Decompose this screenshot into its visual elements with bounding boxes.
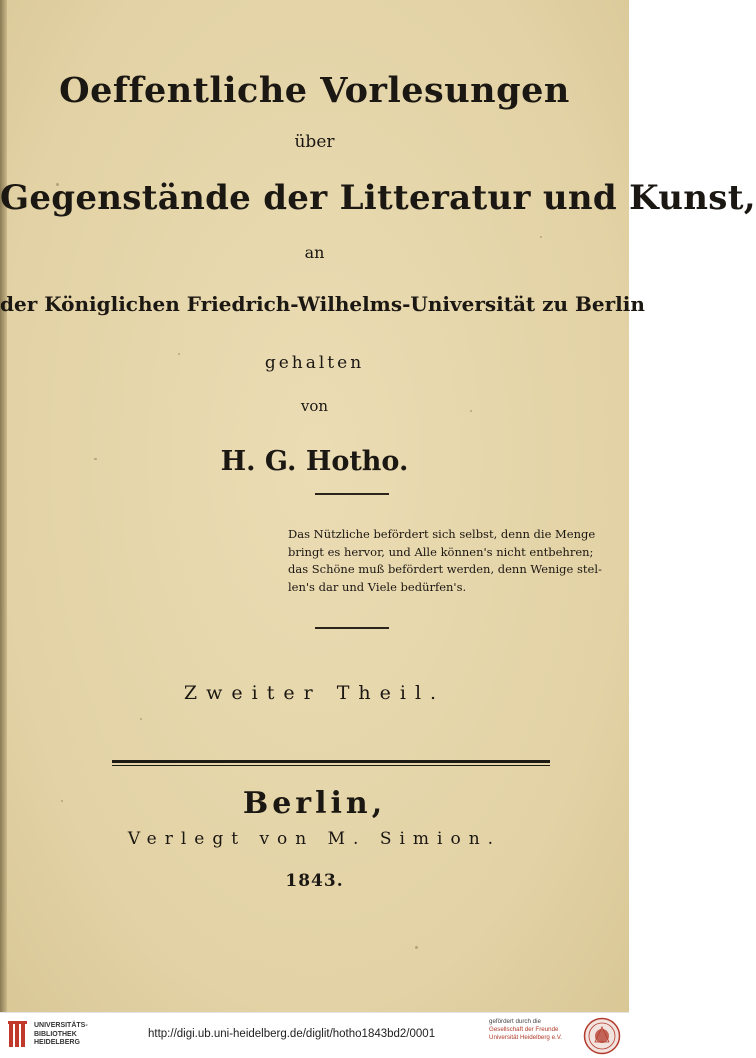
publication-city: Berlin, bbox=[242, 786, 387, 821]
publisher-line: Verlegt von M. Simion. bbox=[127, 829, 502, 849]
library-name-line: HEIDELBERG bbox=[34, 1039, 80, 1046]
motto-line: len's dar und Viele bedürfen's. bbox=[288, 579, 467, 594]
sponsor-line: gefördert durch die bbox=[489, 1018, 541, 1025]
author-name: H. G. Hotho. bbox=[220, 446, 409, 477]
university-seal-icon bbox=[583, 1017, 621, 1055]
paper-speck bbox=[540, 236, 542, 238]
motto-line: das Schöne muß befördert werden, denn Wenige stel- bbox=[288, 562, 602, 576]
volume-part: Zweiter Theil. bbox=[183, 682, 446, 704]
preposition-an: an bbox=[304, 243, 325, 262]
motto-line: bringt es hervor, und Alle können's nicht entbehren; bbox=[288, 544, 594, 559]
motto-line: Das Nützliche befördert sich selbst, denn die Menge bbox=[288, 527, 596, 541]
sponsor-line: Gesellschaft der Freunde bbox=[489, 1026, 559, 1033]
von-text: von bbox=[300, 397, 329, 415]
double-rule-thick bbox=[112, 760, 550, 763]
digitization-footer bbox=[0, 1012, 629, 1058]
double-rule-thin bbox=[112, 765, 550, 766]
publication-year: 1843. bbox=[285, 871, 344, 891]
gehalten-text: gehalten bbox=[264, 353, 365, 373]
library-name-line: UNIVERSITÄTS- bbox=[34, 1022, 88, 1029]
title-line-2: Gegenstände der Litteratur und Kunst, bbox=[0, 178, 756, 218]
library-logo-icon bbox=[8, 1021, 30, 1049]
library-name-line: BIBLIOTHEK bbox=[34, 1030, 77, 1038]
title-line-3: der Königlichen Friedrich-Wilhelms-Universität zu Berlin bbox=[0, 292, 645, 316]
sponsor-line: Universität Heidelberg e.V. bbox=[489, 1034, 563, 1041]
divider-rule bbox=[315, 493, 389, 495]
paper-speck bbox=[415, 946, 418, 949]
divider-rule bbox=[315, 627, 389, 629]
sponsor-credit bbox=[489, 1018, 562, 1042]
library-name bbox=[34, 1022, 88, 1048]
paper-speck bbox=[140, 718, 142, 720]
motto-epigraph bbox=[288, 526, 620, 596]
permalink-url[interactable]: http://digi.ub.uni-heidelberg.de/diglit/hotho1843bd2/0001 bbox=[148, 1028, 436, 1040]
title-line-1: Oeffentliche Vorlesungen bbox=[59, 70, 570, 111]
preposition-uber: über bbox=[294, 132, 335, 152]
